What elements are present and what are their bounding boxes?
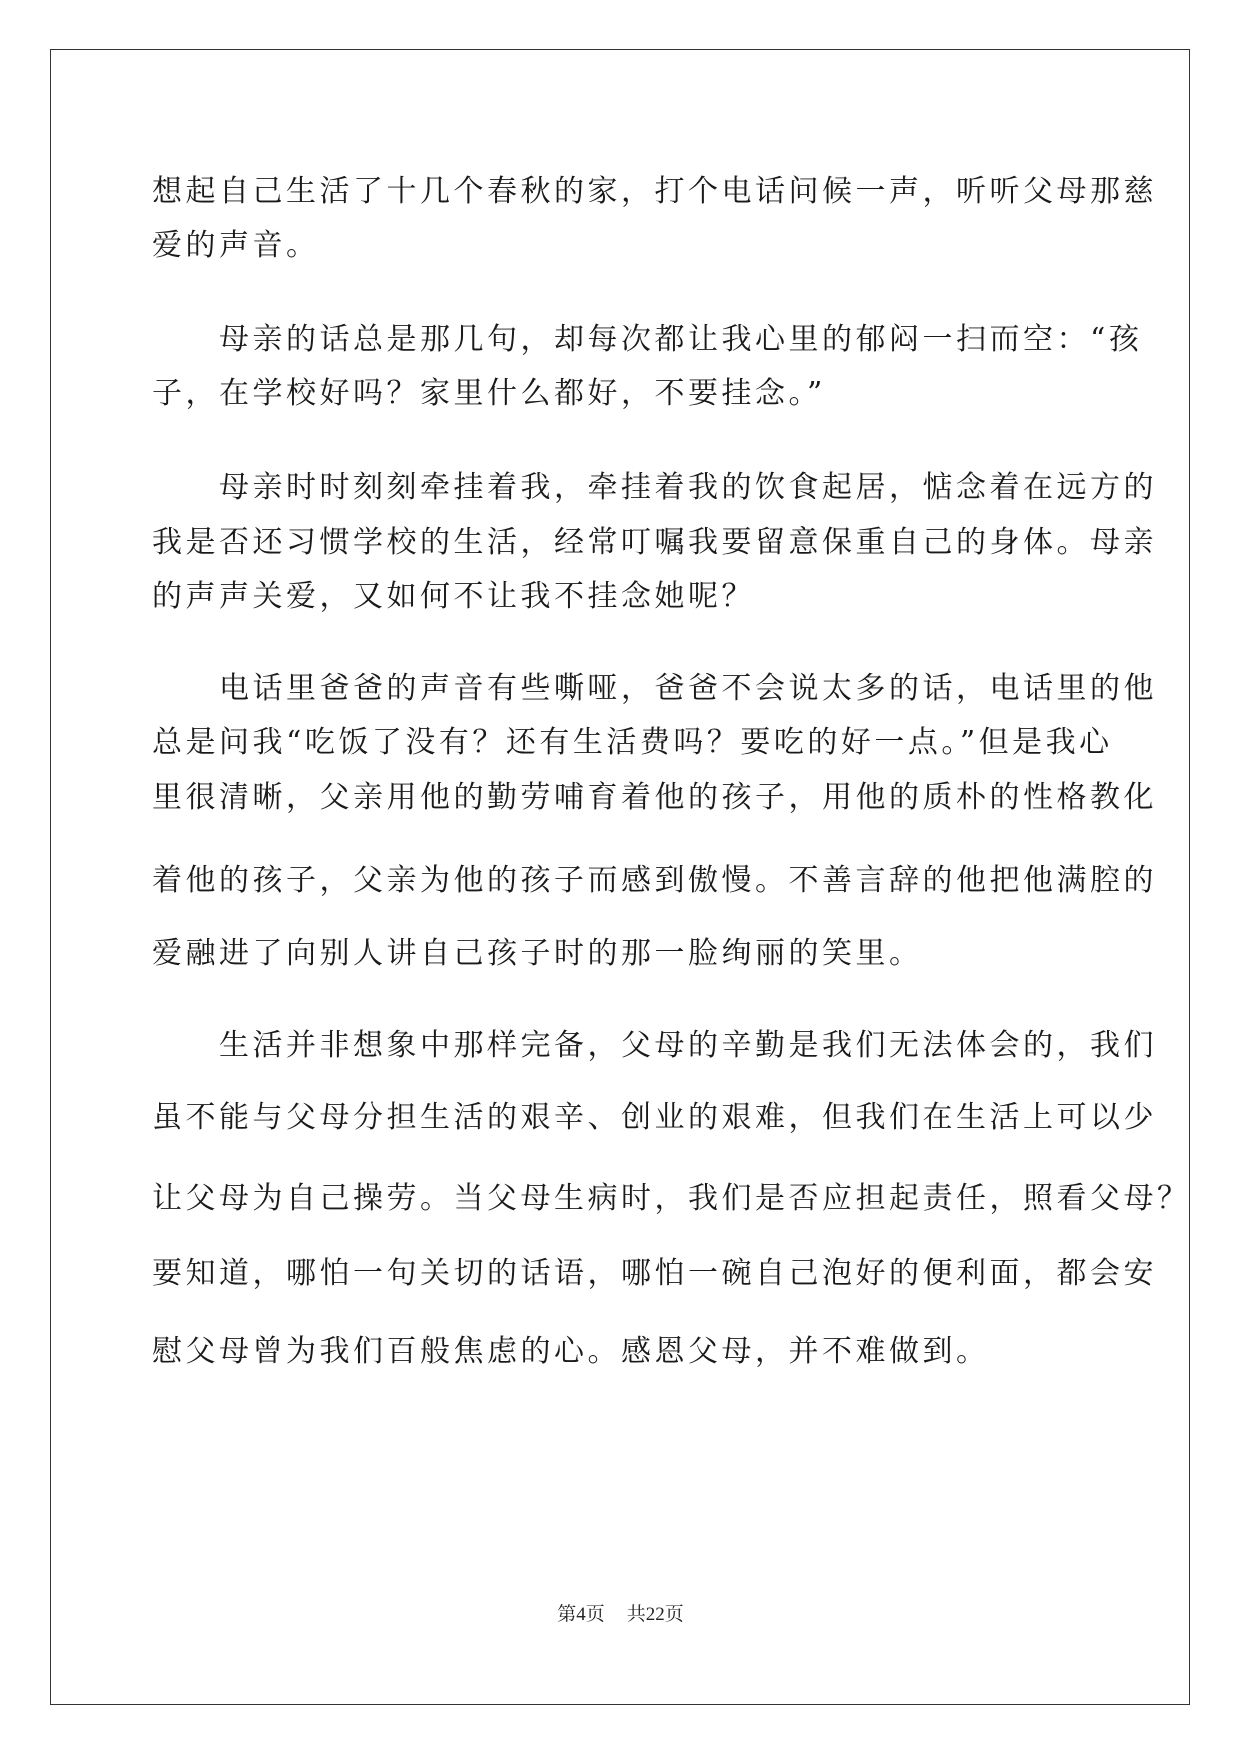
text-line: 想起自己生活了十几个春秋的家，打个电话问候一声，听听父母那慈 bbox=[152, 174, 1157, 209]
text-line: 的声声关爱，又如何不让我不挂念她呢？ bbox=[152, 579, 755, 614]
text-line: 慰父母曾为我们百般焦虑的心。感恩父母，并不难做到。 bbox=[152, 1334, 990, 1369]
text-line: 生活并非想象中那样完备，父母的辛勤是我们无法体会的，我们 bbox=[152, 1028, 1157, 1063]
text-line: 母亲时时刻刻牵挂着我，牵挂着我的饮食起居，惦念着在远方的 bbox=[152, 470, 1157, 505]
text-line: 爱的声音。 bbox=[152, 228, 320, 263]
text-line: 里很清晰，父亲用他的勤劳哺育着他的孩子，用他的质朴的性格教化 bbox=[152, 780, 1157, 815]
text-line: 着他的孩子，父亲为他的孩子而感到傲慢。不善言辞的他把他满腔的 bbox=[152, 863, 1157, 898]
text-line: 子，在学校好吗？家里什么都好，不要挂念。” bbox=[152, 376, 826, 411]
text-line: 要知道，哪怕一句关切的话语，哪怕一碗自己泡好的便利面，都会安 bbox=[152, 1256, 1157, 1291]
text-line: 总是问我“吃饭了没有？还有生活费吗？要吃的好一点。”但是我心 bbox=[152, 725, 1113, 760]
text-line: 母亲的话总是那几句，却每次都让我心里的郁闷一扫而空：“孩 bbox=[152, 322, 1143, 357]
total-pages: 共22页 bbox=[626, 1604, 684, 1625]
page-footer bbox=[0, 1603, 1241, 1627]
current-page-number: 第4页 bbox=[557, 1604, 605, 1625]
text-line: 电话里爸爸的声音有些嘶哑，爸爸不会说太多的话，电话里的他 bbox=[152, 671, 1157, 706]
text-line: 爱融进了向别人讲自己孩子时的那一脸绚丽的笑里。 bbox=[152, 936, 923, 971]
text-line: 让父母为自己操劳。当父母生病时，我们是否应担起责任，照看父母？ bbox=[152, 1181, 1191, 1216]
text-line: 虽不能与父母分担生活的艰辛、创业的艰难，但我们在生活上可以少 bbox=[152, 1100, 1157, 1135]
text-line: 我是否还习惯学校的生活，经常叮嘱我要留意保重自己的身体。母亲 bbox=[152, 525, 1157, 560]
